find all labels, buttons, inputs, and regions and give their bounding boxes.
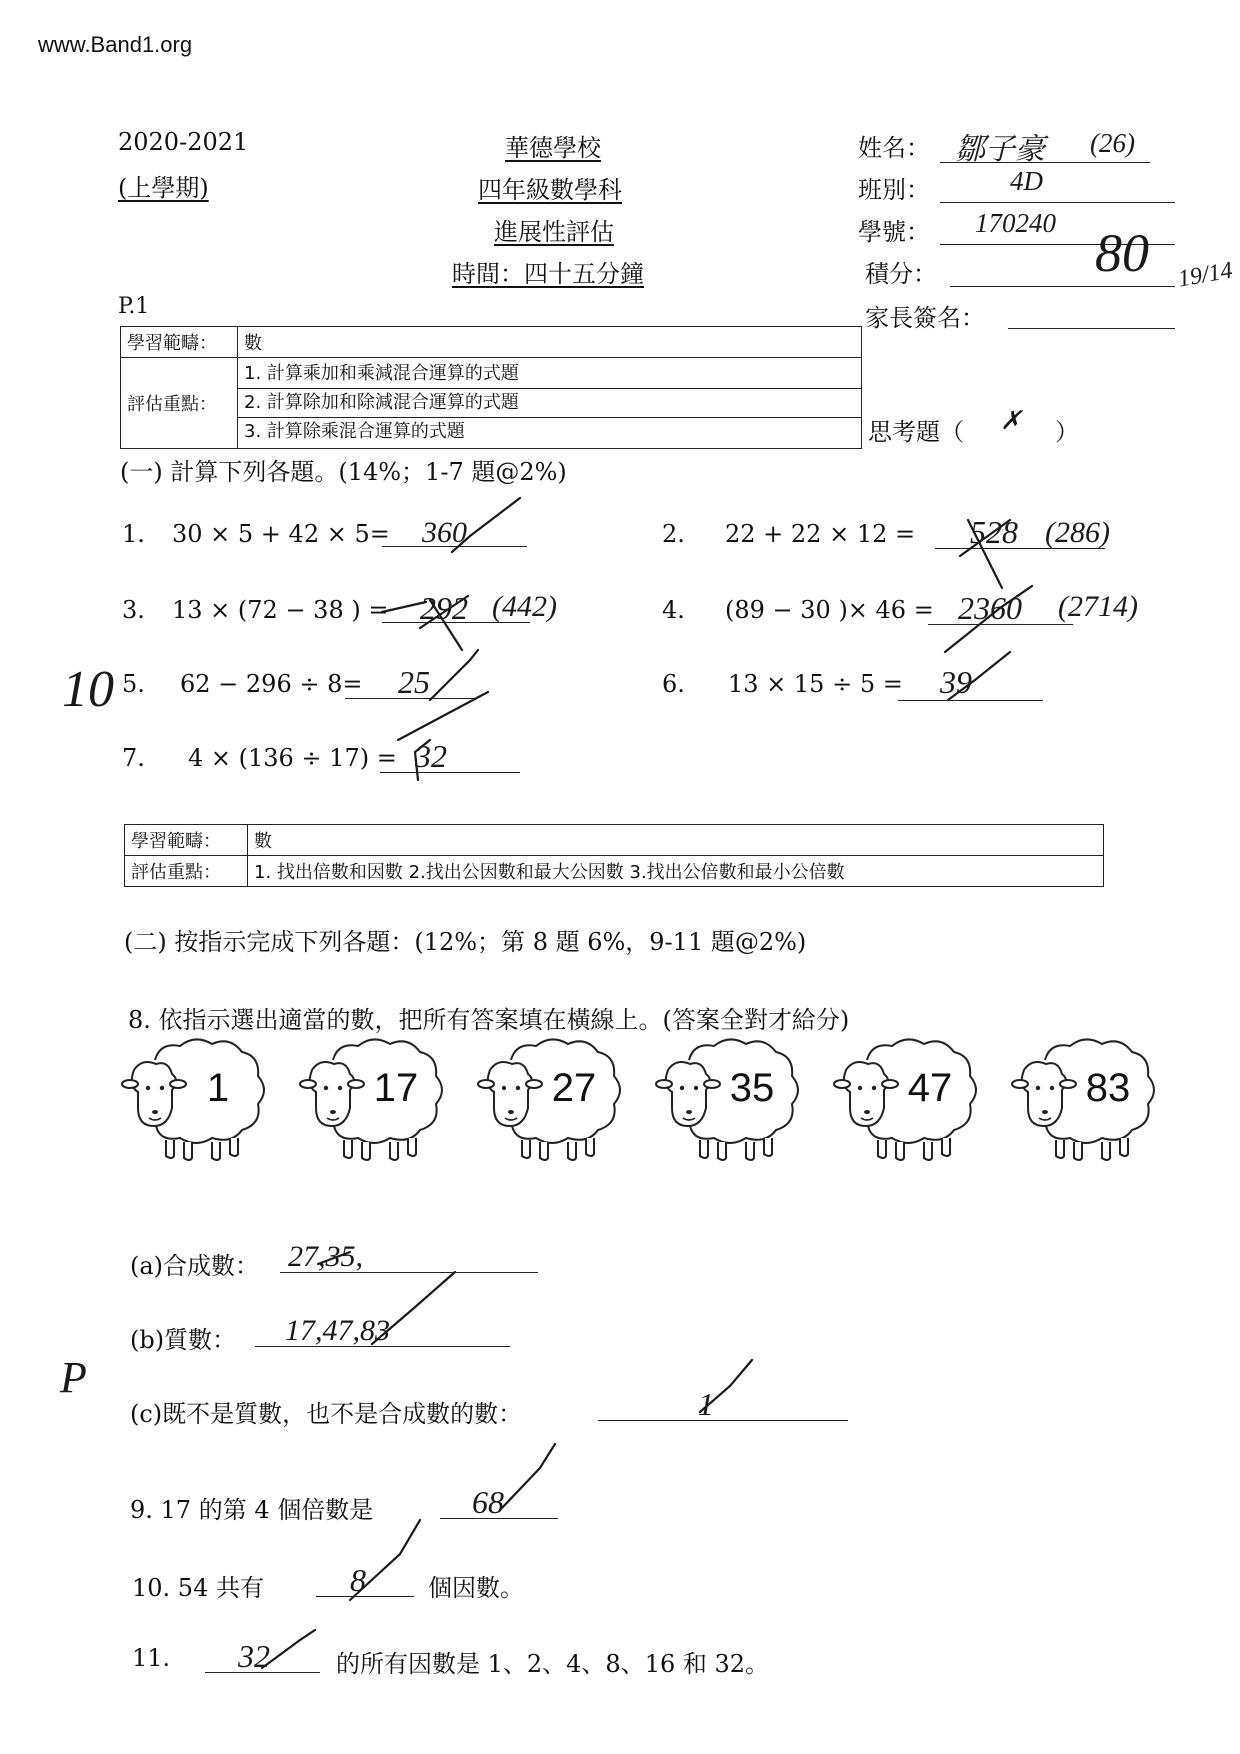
q8c-answer-line <box>598 1420 848 1421</box>
q2-number: 2. <box>662 520 685 548</box>
q11-number: 11. <box>132 1644 171 1672</box>
learning-area-box-1 <box>120 326 862 449</box>
tick-mark <box>500 1444 555 1510</box>
thinking-question-mark: ✗ <box>1000 406 1022 435</box>
exam-time: 時間：四十五分鐘 <box>452 260 644 288</box>
class-line <box>940 202 1175 203</box>
q5-number: 5. <box>122 670 145 698</box>
score-label: 積分： <box>865 260 937 288</box>
area-label-2: 學習範疇： <box>125 825 248 856</box>
parent-signature-label: 家長簽名： <box>865 304 985 332</box>
focus-label-2: 評估重點： <box>125 856 248 887</box>
q5-expression: 62 − 296 ÷ 8= <box>180 670 363 698</box>
score-side-note: 19/14 <box>1176 257 1235 293</box>
area-value-2: 數 <box>248 825 1104 856</box>
assessment-title: 進展性評估 <box>494 218 614 246</box>
q6-number: 6. <box>662 670 685 698</box>
school-name: 華德學校 <box>505 134 601 162</box>
student-id-label: 學號： <box>858 218 930 246</box>
sheep-card <box>120 1030 270 1175</box>
sheep-number: 83 <box>1085 1066 1131 1110</box>
section-1-margin-mark: 10 <box>62 661 114 718</box>
name-label: 姓名： <box>858 134 930 162</box>
class-number: (26) <box>1090 128 1135 158</box>
q2-answer: 528 <box>970 514 1018 550</box>
q8a-label: (a)合成數： <box>130 1252 260 1280</box>
q8b-label: (b)質數： <box>130 1326 237 1354</box>
q8c-answer: 1 <box>698 1386 714 1422</box>
q3-number: 3. <box>122 596 145 624</box>
parent-signature-line <box>1008 328 1175 329</box>
q9-question: 9. 17 的第 4 個倍數是 <box>130 1496 374 1524</box>
sheep-number: 27 <box>551 1066 597 1110</box>
page-number: P.1 <box>118 294 150 319</box>
area-label: 學習範疇： <box>121 327 238 358</box>
focus-value-2: 1. 找出倍數和因數 2.找出公因數和最大公因數 3.找出公倍數和最小公倍數 <box>248 856 1104 887</box>
focus-item-2: 2. 計算除加和除減混合運算的式題 <box>238 388 861 417</box>
section-1-title: (一) 計算下列各題。(14%；1-7 題@2%) <box>120 458 567 486</box>
q8a-answer: 27,35, <box>288 1240 363 1273</box>
q3-answer: 292 <box>420 590 468 626</box>
q7-number: 7. <box>122 744 145 772</box>
q7-answer-line <box>380 772 520 773</box>
q11-suffix: 的所有因數是 1、2、4、8、16 和 32。 <box>336 1650 770 1678</box>
q4-expression: (89 − 30 )× 46 = <box>725 596 934 624</box>
watermark: www.Band1.org <box>38 32 193 57</box>
sheep-card <box>654 1030 804 1175</box>
score-value: 80 <box>1095 223 1149 283</box>
q4-correction: (2714) <box>1058 590 1138 623</box>
q6-answer: 39 <box>940 664 972 700</box>
sheep-card <box>1010 1030 1160 1175</box>
q2-expression: 22 + 22 × 12 = <box>725 520 916 548</box>
sheep-number: 1 <box>206 1066 230 1110</box>
section-2-margin-mark: P <box>60 1353 87 1402</box>
q4-answer: 2360 <box>958 590 1022 626</box>
class-label: 班別： <box>858 176 930 204</box>
thinking-question-label: 思考題（ <box>868 418 964 446</box>
q6-expression: 13 × 15 ÷ 5 = <box>728 670 903 698</box>
school-year: 2020-2021 <box>118 128 249 156</box>
sheep-card <box>476 1030 626 1175</box>
q4-number: 4. <box>662 596 685 624</box>
q10-question: 10. 54 共有 <box>132 1574 264 1602</box>
focus-item-1: 1. 計算乘加和乘減混合運算的式題 <box>244 363 519 384</box>
q2-correction: (286) <box>1045 516 1110 549</box>
q5-answer: 25 <box>398 664 430 700</box>
focus-item-3: 3. 計算除乘混合運算的式題 <box>238 417 861 446</box>
sheep-card <box>298 1030 448 1175</box>
subject: 四年級數學科 <box>478 176 622 204</box>
learning-area-box-2 <box>124 824 1104 887</box>
sheep-row <box>120 1030 1180 1180</box>
student-id-value: 170240 <box>975 208 1056 238</box>
area-value: 數 <box>238 327 862 358</box>
thinking-question-close: ） <box>1055 418 1079 446</box>
q3-expression: 13 × (72 − 38 ) = <box>172 596 389 624</box>
q8c-label: (c)既不是質數，也不是合成數的數： <box>130 1400 523 1428</box>
q1-expression: 30 × 5 + 42 × 5= <box>172 520 390 548</box>
sheep-number: 47 <box>907 1066 953 1110</box>
q8-instruction: 8. 依指示選出適當的數，把所有答案填在橫線上。(答案全對才給分) <box>128 1006 850 1034</box>
focus-label: 評估重點： <box>121 358 238 449</box>
q7-expression: 4 × (136 ÷ 17) = <box>188 744 397 772</box>
q1-number: 1. <box>122 520 145 548</box>
focus-list <box>238 358 862 449</box>
q9-answer: 68 <box>472 1484 504 1520</box>
name-line <box>940 162 1150 163</box>
q10-answer: 8 <box>350 1562 366 1598</box>
sheep-card <box>832 1030 982 1175</box>
q7-answer: 32 <box>415 738 447 774</box>
sheep-number: 17 <box>373 1066 419 1110</box>
q3-correction: (442) <box>492 590 557 623</box>
class-value: 4D <box>1010 166 1043 196</box>
q1-answer: 360 <box>422 516 467 549</box>
q8b-answer: 17,47,83 <box>285 1314 390 1347</box>
sheep-number: 35 <box>729 1066 775 1110</box>
section-2-title: (二) 按指示完成下列各題：(12%；第 8 題 6%，9-11 題@2%) <box>124 928 807 956</box>
q11-answer: 32 <box>238 1638 270 1674</box>
name-value: 鄒子豪 <box>955 133 1045 166</box>
q10-suffix: 個因數。 <box>428 1574 524 1602</box>
tick-mark <box>430 650 478 700</box>
score-line <box>950 286 1175 287</box>
term: (上學期) <box>118 174 209 202</box>
